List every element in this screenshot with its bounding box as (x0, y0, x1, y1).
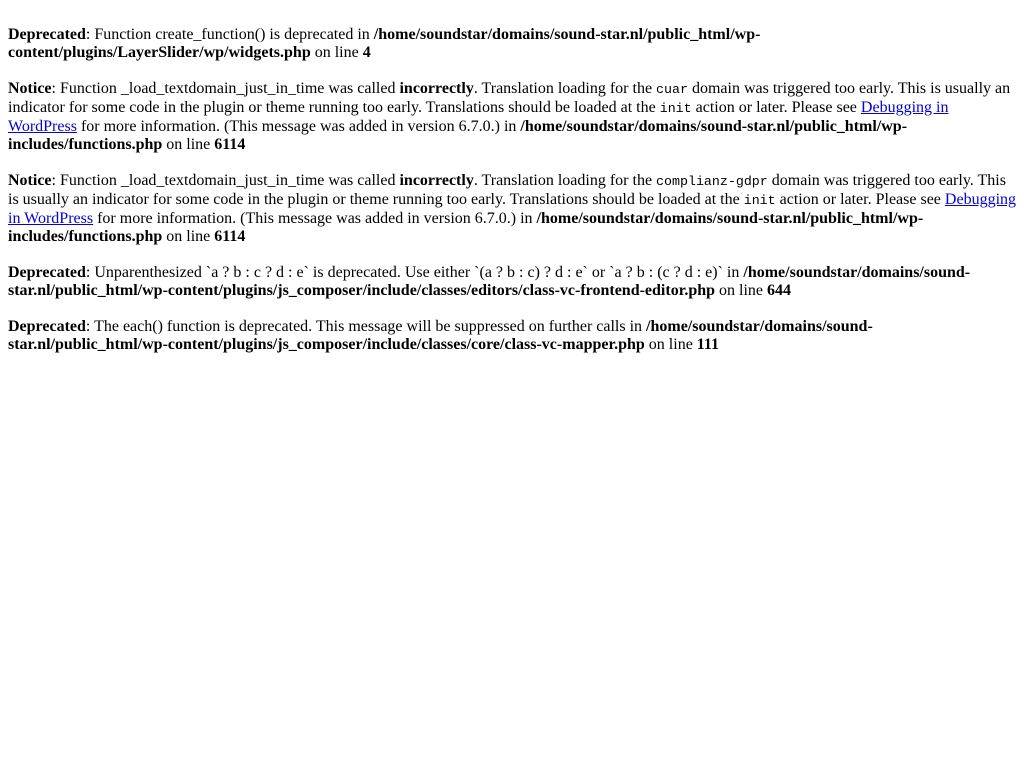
message-text: : The each() function is deprecated. This message will be suppressed on further calls in (85, 318, 647, 335)
on-line-text: on line (162, 136, 215, 153)
line-number: 4 (362, 44, 371, 61)
line-break (8, 246, 1016, 264)
message-text: : Unparenthesized `a ? b : c ? d : e` is deprecated. Use either `(a ? b : c) ? d : e` or `a ? b : (c ? d : e)` in (85, 264, 744, 281)
line-number: 6114 (214, 228, 246, 245)
message-text: . Translation loading for the (473, 172, 657, 189)
message-text: : Function create_function() is deprecated in (85, 26, 374, 43)
php-error-output (0, 0, 1024, 354)
line-break (8, 300, 1016, 318)
message-type: Deprecated (8, 26, 86, 43)
message-text: action or later. Please see (691, 99, 861, 116)
file-path: /home/soundstar/domains/sound-star.nl/public_html/wp-content/plugins/js_composer/include/classes/editors/class-vc-frontend-editor.php (8, 264, 971, 299)
message-type: Deprecated (8, 264, 86, 281)
hook-code: init (743, 193, 776, 208)
message-type: Deprecated (8, 318, 86, 335)
file-path: /home/soundstar/domains/sound-star.nl/public_html/wp-content/plugins/LayerSlider/wp/widgets.php (8, 26, 761, 61)
textdomain-code: cuar (656, 82, 688, 97)
message-text: : Function _load_textdomain_just_in_time was called (51, 80, 400, 97)
hook-code: init (659, 101, 692, 116)
message-type: Notice (8, 80, 52, 97)
message-text: for more information. (This message was added in version 6.7.0.) in (76, 118, 521, 135)
debugging-in-wordpress-link[interactable]: Debugging in WordPress (8, 99, 949, 135)
notice-message-cuar (8, 80, 1016, 154)
textdomain-code: complianz-gdpr (656, 174, 768, 189)
debugging-in-wordpress-link[interactable]: Debugging in WordPress (8, 191, 1017, 227)
message-text: action or later. Please see (775, 191, 945, 208)
on-line-text: on line (310, 44, 363, 61)
message-type: Notice (8, 172, 52, 189)
incorrectly-text: incorrectly (399, 172, 474, 189)
deprecated-message-each (8, 318, 1016, 354)
line-number: 6114 (214, 136, 246, 153)
file-path: /home/soundstar/domains/sound-star.nl/public_html/wp-includes/functions.php (8, 210, 924, 245)
leading-line-break (8, 8, 1016, 26)
message-text: domain was triggered too early. This is usually an indicator for some code in the plugin or theme running too early. Translations should be loaded at the (8, 80, 1011, 116)
line-break (8, 62, 1016, 80)
message-text: domain was triggered too early. This is usually an indicator for some code in the plugin or theme running too early. Translations should be loaded at the (8, 172, 1006, 208)
file-path: /home/soundstar/domains/sound-star.nl/public_html/wp-content/plugins/js_composer/include/classes/core/class-vc-mapper.php (8, 318, 873, 353)
on-line-text: on line (715, 282, 768, 299)
message-text: for more information. (This message was added in version 6.7.0.) in (93, 210, 537, 227)
line-break (8, 154, 1016, 172)
notice-message-complianz-gdpr (8, 172, 1016, 246)
deprecated-message-ternary (8, 264, 1016, 300)
deprecated-message-create-function (8, 26, 1016, 62)
line-number: 111 (696, 336, 720, 353)
message-text: : Function _load_textdomain_just_in_time was called (51, 172, 400, 189)
incorrectly-text: incorrectly (399, 80, 474, 97)
line-number: 644 (767, 282, 792, 299)
on-line-text: on line (162, 228, 215, 245)
on-line-text: on line (644, 336, 697, 353)
file-path: /home/soundstar/domains/sound-star.nl/public_html/wp-includes/functions.php (8, 118, 908, 153)
message-text: . Translation loading for the (473, 80, 657, 97)
